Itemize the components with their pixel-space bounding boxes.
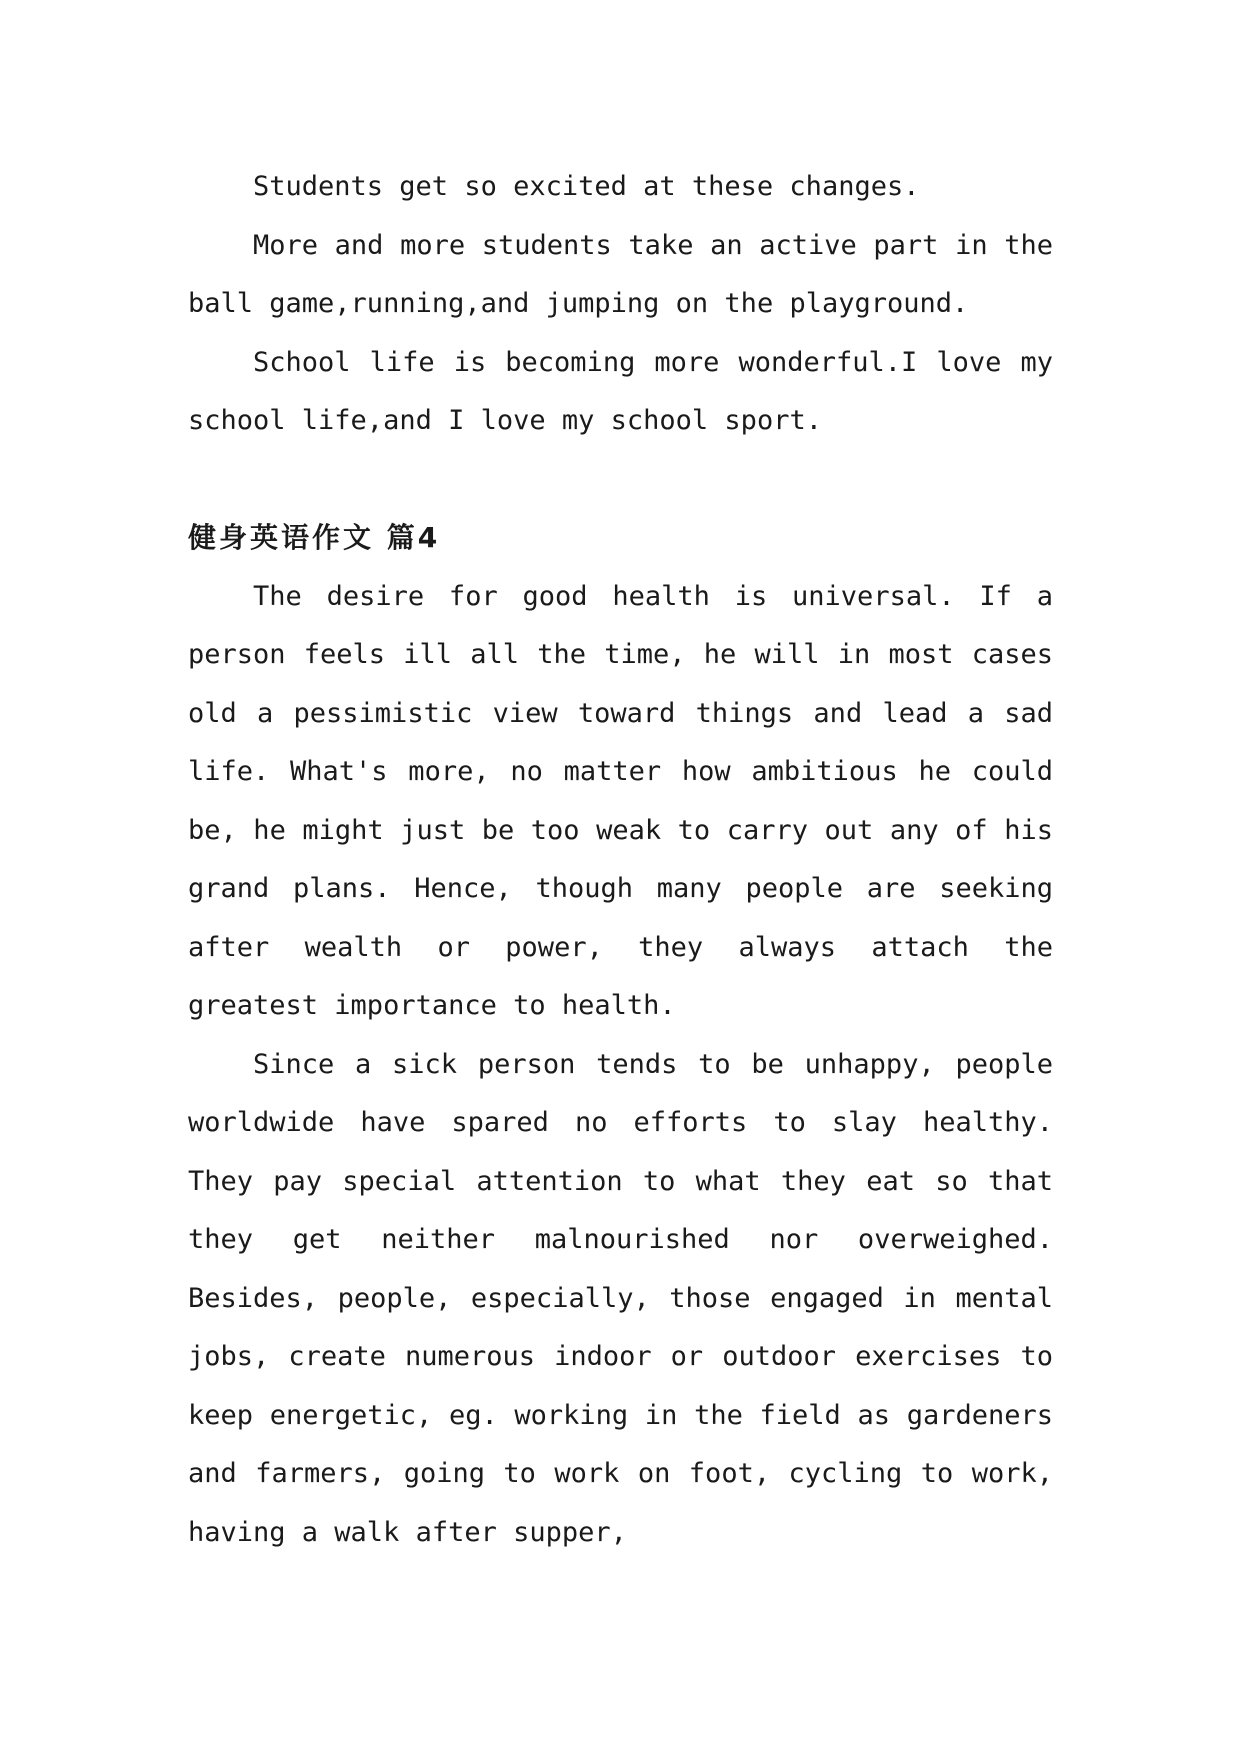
paragraph-4: The desire for good health is universal. If a person feels ill all the time, he will in most cases old a pessimistic view toward things and lead a sad life. What's more, no matter how ambitious he could be, he might just be too weak to carry out any of his grand plans. Hence, though many people are seeking after wealth or power, they always attach the greatest importance to health. — [188, 580, 1053, 1021]
section-heading: 健身英语作文 篇4 — [188, 521, 441, 554]
document-page — [188, 158, 1053, 1562]
paragraph-5: Since a sick person tends to be unhappy, people worldwide have spared no efforts to slay healthy. They pay special attention to what they eat so that they get neither malnourished nor overweighed. Besides, people, especially, those engaged in mental jobs, create numerous indoor or outdoor exercises to keep energetic, eg. working in the field as gardeners and farmers, going to work on foot, cycling to work, having a walk after supper, — [188, 1048, 1053, 1548]
paragraph-2: More and more students take an active part in the ball game,running,and jumping on the playground. — [188, 229, 1053, 319]
paragraph-1: Students get so excited at these changes. — [253, 171, 920, 202]
paragraph-3: School life is becoming more wonderful.I love my school life,and I love my school sport. — [188, 346, 1053, 436]
